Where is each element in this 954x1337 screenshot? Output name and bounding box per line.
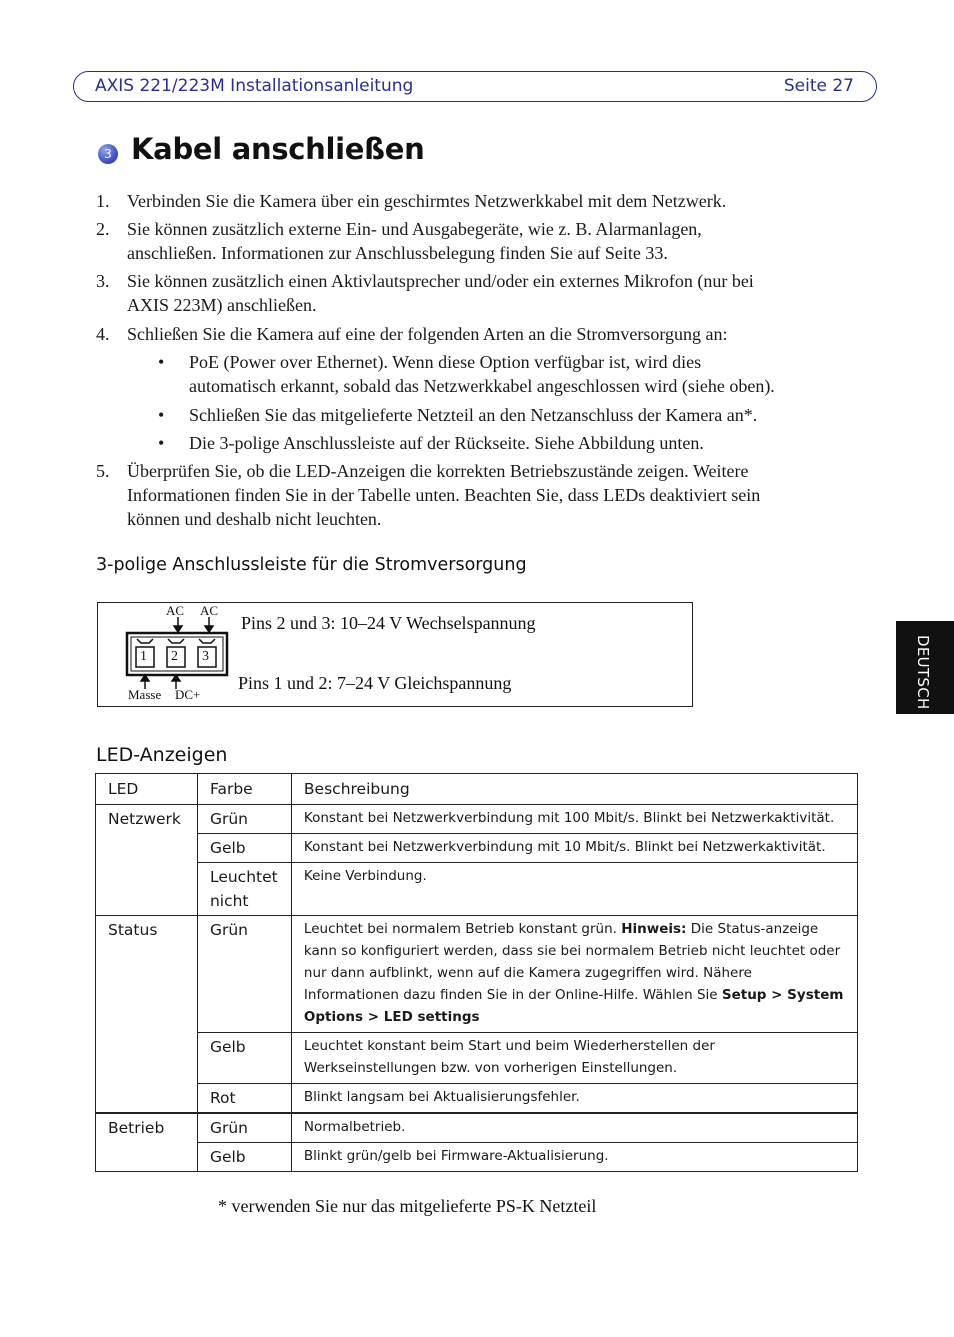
table-row bbox=[96, 916, 858, 1033]
led-color-line: nicht bbox=[209, 892, 249, 910]
led-color: Rot bbox=[197, 1084, 291, 1114]
desc-bold-text: Options > LED settings bbox=[303, 1009, 480, 1025]
led-description: Konstant bei Netzwerkverbindung mit 10 Mbit/s. Blinkt bei Netzwerkaktivität. bbox=[291, 834, 857, 863]
bullet-text: PoE (Power over Ethernet). Wenn diese Option verfügbar ist, wird dies bbox=[189, 352, 702, 372]
language-side-tab bbox=[896, 621, 954, 714]
bullet-text: Die 3-polige Anschlussleiste auf der Rückseite. Siehe Abbildung unten. bbox=[189, 433, 704, 453]
bullet-dot: • bbox=[158, 433, 165, 453]
dc-label: DC+ bbox=[175, 687, 201, 702]
list-text: anschließen. Informationen zur Anschlussbelegung finden Sie auf Seite 33. bbox=[127, 243, 668, 263]
led-description: Blinkt grün/gelb bei Firmware-Aktualisierung. bbox=[291, 1143, 857, 1172]
led-color-line: Leuchtet bbox=[209, 868, 278, 886]
led-description bbox=[291, 1033, 857, 1084]
desc-text: nur dann aufblinkt, wenn auf die Kamera zugegriffen wird. Nähere bbox=[303, 965, 752, 981]
pin-number-1: 1 bbox=[140, 649, 147, 664]
desc-text: Werkseinstellungen bzw. von vorherigen Einstellungen. bbox=[303, 1060, 678, 1076]
led-table bbox=[95, 773, 858, 1172]
list-text: Überprüfen Sie, ob die LED-Anzeigen die korrekten Betriebszustände zeigen. Weitere bbox=[127, 461, 749, 481]
pin-number-3: 3 bbox=[202, 649, 209, 664]
led-description: Blinkt langsam bei Aktualisierungsfehler. bbox=[291, 1084, 857, 1114]
document-title: AXIS 221/223M Installationsanleitung bbox=[95, 76, 414, 96]
desc-bold-text: Setup > System bbox=[721, 987, 844, 1003]
list-text: Sie können zusätzlich einen Aktivlautsprecher und/oder ein externes Mikrofon (nur bei bbox=[127, 271, 754, 291]
column-header: Beschreibung bbox=[291, 774, 857, 805]
footnote: * verwenden Sie nur das mitgelieferte PS-K Netzteil bbox=[218, 1196, 597, 1216]
bullet-text: Schließen Sie das mitgelieferte Netzteil an den Netzanschluss der Kamera an*. bbox=[189, 405, 758, 425]
led-color: Grün bbox=[197, 916, 291, 1033]
table-row bbox=[96, 1084, 858, 1114]
desc-text: Leuchtet bei normalem Betrieb konstant grün. bbox=[303, 921, 622, 937]
led-color: Gelb bbox=[197, 834, 291, 863]
desc-text: Die Status-anzeige bbox=[686, 921, 819, 937]
list-text: Sie können zusätzlich externe Ein- und Ausgabegeräte, wie z. B. Alarmanlagen, bbox=[127, 219, 702, 239]
ac-label-2: AC bbox=[200, 603, 219, 618]
bullet-text: automatisch erkannt, sobald das Netzwerkkabel angeschlossen wird (siehe oben). bbox=[189, 376, 775, 396]
table-row bbox=[96, 1113, 858, 1143]
bullet-dot: • bbox=[158, 352, 165, 372]
led-color: Grün bbox=[197, 805, 291, 834]
table-row bbox=[96, 1143, 858, 1172]
table-row bbox=[96, 805, 858, 834]
led-description bbox=[291, 916, 857, 1033]
desc-text: Informationen dazu finden Sie in der Online-Hilfe. Wählen Sie bbox=[303, 987, 722, 1003]
step-number-badge: 3 bbox=[98, 144, 118, 164]
column-header: Farbe bbox=[197, 774, 291, 805]
language-label: DEUTSCH bbox=[914, 635, 932, 710]
ac-label-1: AC bbox=[166, 603, 185, 618]
list-text: Verbinden Sie die Kamera über ein geschirmtes Netzwerkkabel mit dem Netzwerk. bbox=[127, 191, 727, 211]
connector-figure bbox=[97, 602, 693, 707]
list-text: können und deshalb nicht leuchten. bbox=[127, 509, 382, 529]
table-row bbox=[96, 834, 858, 863]
list-number: 1. bbox=[96, 191, 110, 211]
ac-pins-text: Pins 2 und 3: 10–24 V Wechselspannung bbox=[241, 613, 536, 633]
table-header-row bbox=[96, 774, 858, 805]
connector-heading: 3-polige Anschlussleiste für die Stromversorgung bbox=[96, 555, 527, 575]
led-color: Gelb bbox=[197, 1033, 291, 1084]
pin-number-2: 2 bbox=[171, 649, 178, 664]
list-number: 5. bbox=[96, 461, 110, 481]
led-name: Status bbox=[96, 916, 198, 1114]
led-heading: LED-Anzeigen bbox=[96, 744, 228, 766]
section-title: Kabel anschließen bbox=[131, 132, 425, 166]
led-description: Konstant bei Netzwerkverbindung mit 100 Mbit/s. Blinkt bei Netzwerkaktivität. bbox=[291, 805, 857, 834]
column-header: LED bbox=[96, 774, 198, 805]
list-number: 3. bbox=[96, 271, 110, 291]
dc-pins-text: Pins 1 und 2: 7–24 V Gleichspannung bbox=[238, 673, 512, 693]
masse-label: Masse bbox=[128, 687, 162, 702]
list-text: AXIS 223M) anschließen. bbox=[127, 295, 317, 315]
led-color: Grün bbox=[197, 1113, 291, 1143]
table-row bbox=[96, 1033, 858, 1084]
desc-text: kann so konfiguriert werden, dass sie bei normalem Betrieb nicht leuchtet oder bbox=[303, 943, 841, 959]
led-name: Betrieb bbox=[96, 1113, 198, 1172]
led-color: Gelb bbox=[197, 1143, 291, 1172]
page-header bbox=[73, 71, 877, 102]
bullet-dot: • bbox=[158, 405, 165, 425]
table-row bbox=[96, 863, 858, 916]
list-text: Informationen finden Sie in der Tabelle unten. Beachten Sie, dass LEDs deaktiviert sein bbox=[127, 485, 761, 505]
list-number: 2. bbox=[96, 219, 110, 239]
led-description: Keine Verbindung. bbox=[291, 863, 857, 916]
led-name: Netzwerk bbox=[96, 805, 198, 916]
list-number: 4. bbox=[96, 324, 110, 344]
led-description: Normalbetrieb. bbox=[291, 1113, 857, 1143]
page-number: Seite 27 bbox=[783, 76, 854, 96]
desc-bold-text: Hinweis: bbox=[621, 921, 687, 937]
list-text: Schließen Sie die Kamera auf eine der folgenden Arten an die Stromversorgung an: bbox=[127, 324, 728, 344]
led-color bbox=[197, 863, 291, 916]
desc-text: Leuchtet konstant beim Start und beim Wiederherstellen der bbox=[303, 1038, 715, 1054]
